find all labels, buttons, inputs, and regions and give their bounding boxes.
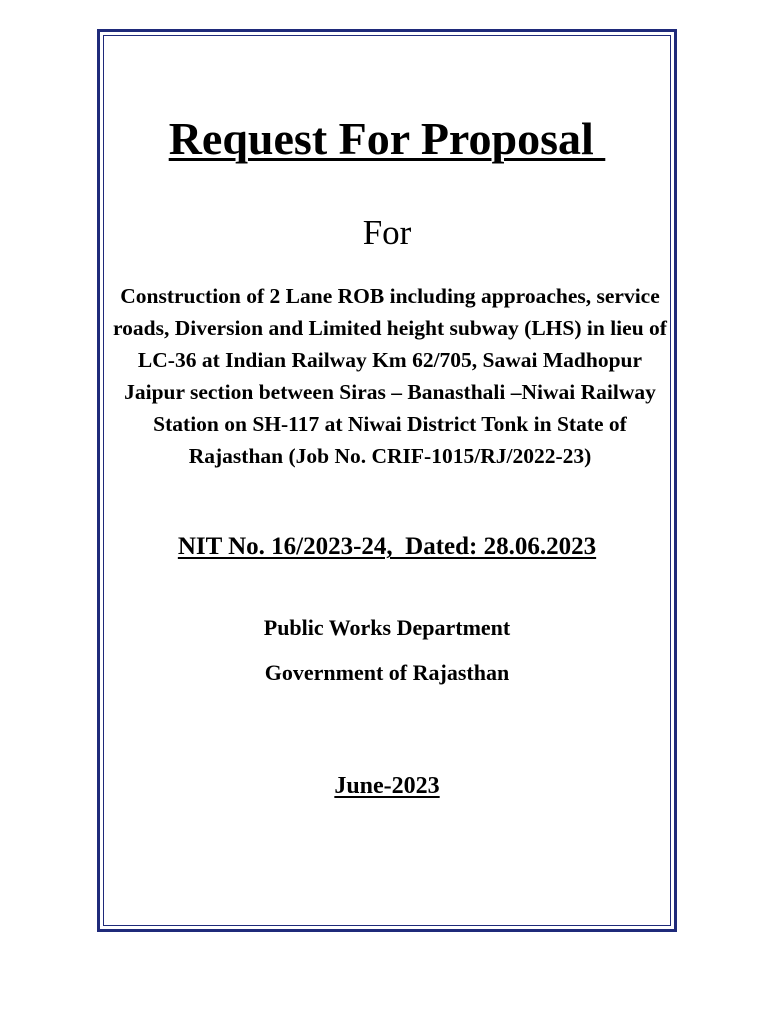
department-name: Public Works Department [263,615,511,640]
project-description: Construction of 2 Lane ROB including approaches, service roads, Diversion and Limited height subway (LHS) in lieu of LC-36 at Indian Railway Km 62/705, Sawai Madhopur Jaipur section between Siras – Banasthali –Niwai Railway Station on SH-117 at Niwai District Tonk in State of Rajasthan (Job No. CRIF-1015/RJ/2022-23) [113,284,667,468]
issue-date [103,770,671,802]
government-name: Government of Rajasthan [264,660,510,685]
cover-page [103,35,671,926]
nit-number [103,530,671,564]
document-title-text: Request For Proposal [168,113,606,164]
document-title [103,111,671,167]
issue-date-text: June-2023 [334,773,440,799]
for-label: For [362,213,412,252]
nit-number-text: NIT No. 16/2023-24, Dated: 28.06.2023 [177,533,597,560]
